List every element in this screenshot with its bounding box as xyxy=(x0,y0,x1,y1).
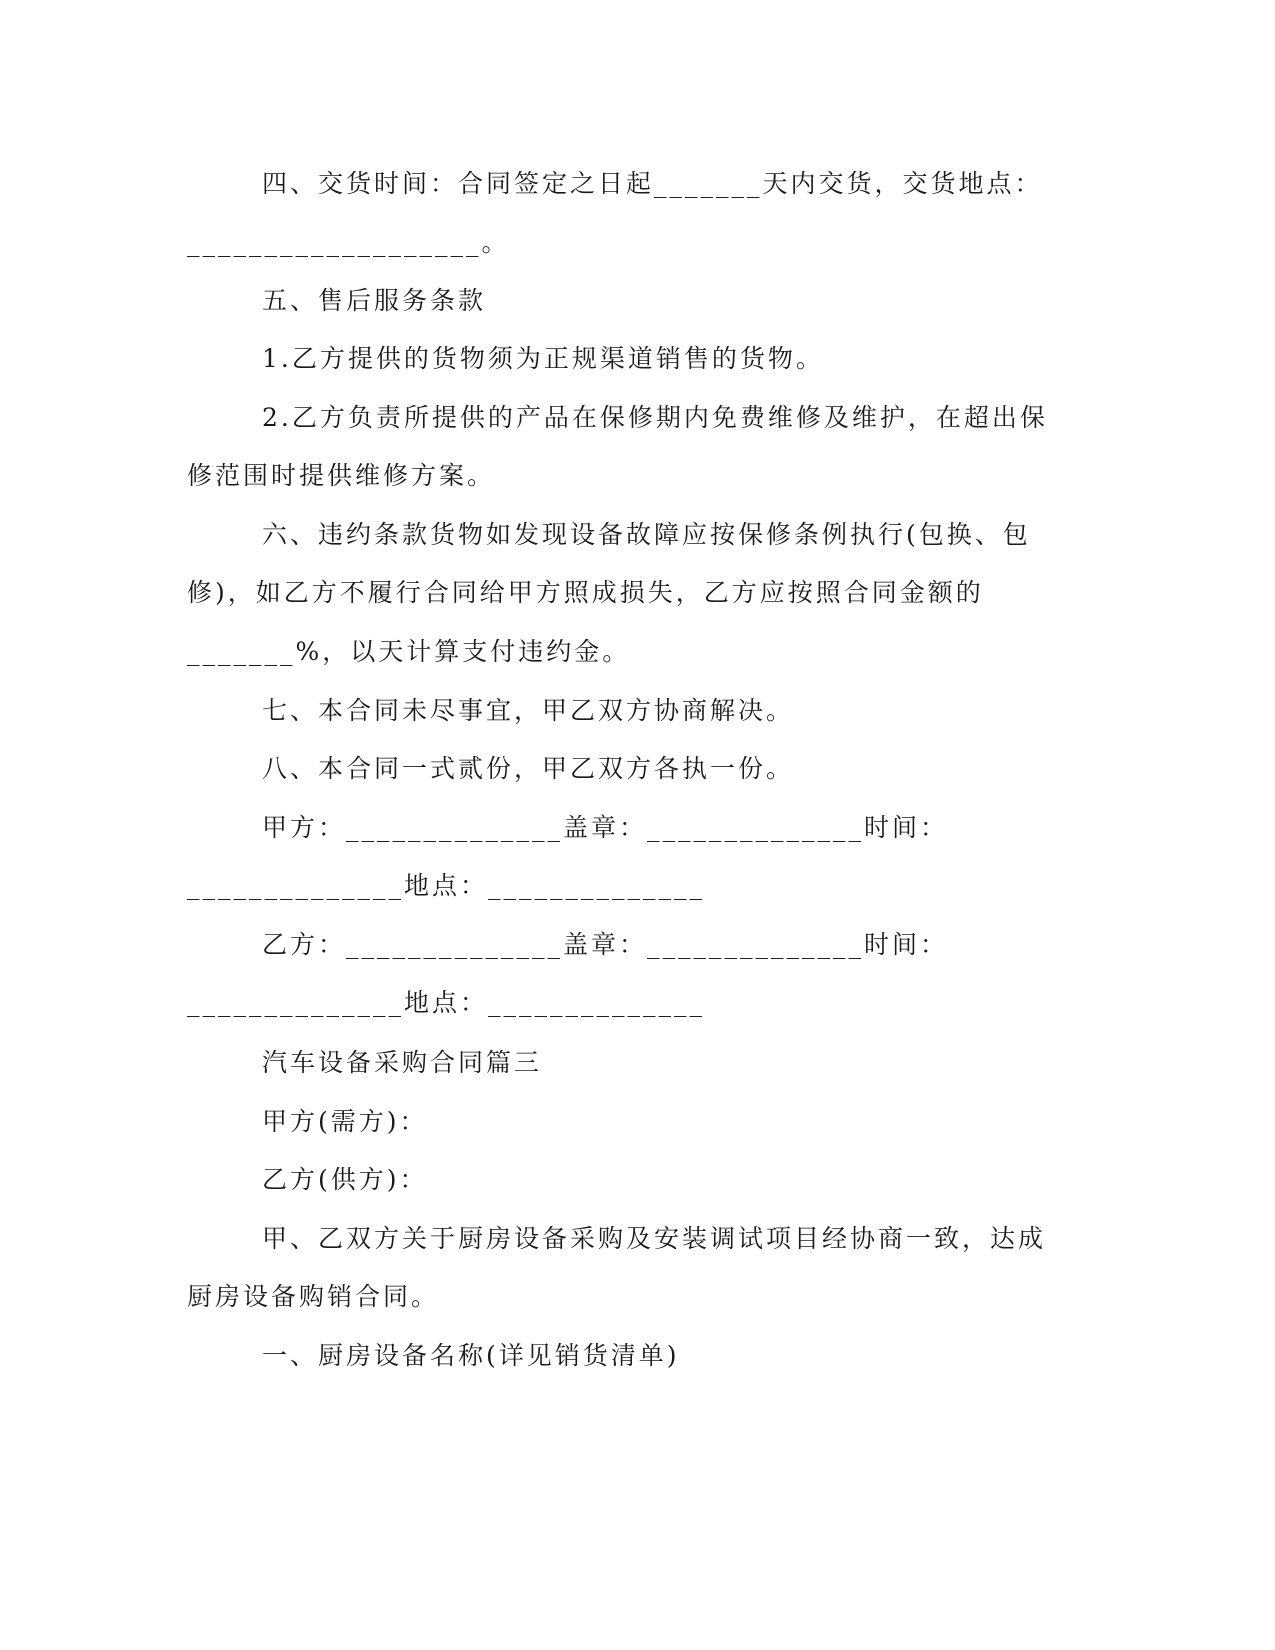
section-title: 汽车设备采购合同篇三 xyxy=(262,1048,543,1077)
clause-4-delivery-line-2: ___________________。 xyxy=(187,228,510,257)
clause-5-item-2-line-2: 修范围时提供维修方案。 xyxy=(187,461,496,490)
party-b-signature-line-2: ______________地点：______________ xyxy=(187,988,706,1017)
clause-7: 七、本合同未尽事宜，甲乙双方协商解决。 xyxy=(262,696,795,725)
party-a-label: 甲方(需方)： xyxy=(262,1107,428,1136)
clause-5-heading: 五、售后服务条款 xyxy=(262,286,487,315)
clause-6-line-2: 修)，如乙方不履行合同给甲方照成损失，乙方应按照合同金额的 xyxy=(187,578,984,607)
clause-8: 八、本合同一式贰份，甲乙双方各执一份。 xyxy=(262,754,795,783)
party-b-signature-line-1: 乙方：______________盖章：______________时间： xyxy=(262,930,949,959)
agreement-intro-line-1: 甲、乙双方关于厨房设备采购及安装调试项目经协商一致，达成 xyxy=(262,1224,1047,1253)
clause-5-item-1: 1.乙方提供的货物须为正规渠道销售的货物。 xyxy=(262,344,824,373)
agreement-intro-line-2: 厨房设备购销合同。 xyxy=(187,1282,440,1311)
clause-6-line-1: 六、违约条款货物如发现设备故障应按保修条例执行(包换、包 xyxy=(262,520,1031,549)
clause-5-item-2-line-1: 2.乙方负责所提供的产品在保修期内免费维修及维护，在超出保 xyxy=(262,403,1048,432)
clause-1-equipment-name: 一、厨房设备名称(详见销货清单) xyxy=(262,1341,680,1370)
party-b-label: 乙方(供方)： xyxy=(262,1165,428,1194)
party-a-signature-line-1: 甲方：______________盖章：______________时间： xyxy=(262,813,949,842)
clause-6-line-3: _______%，以天计算支付违约金。 xyxy=(187,637,631,666)
party-a-signature-line-2: ______________地点：______________ xyxy=(187,871,706,900)
clause-4-delivery-line-1: 四、交货时间：合同签定之日起_______天内交货，交货地点： xyxy=(262,169,1043,198)
